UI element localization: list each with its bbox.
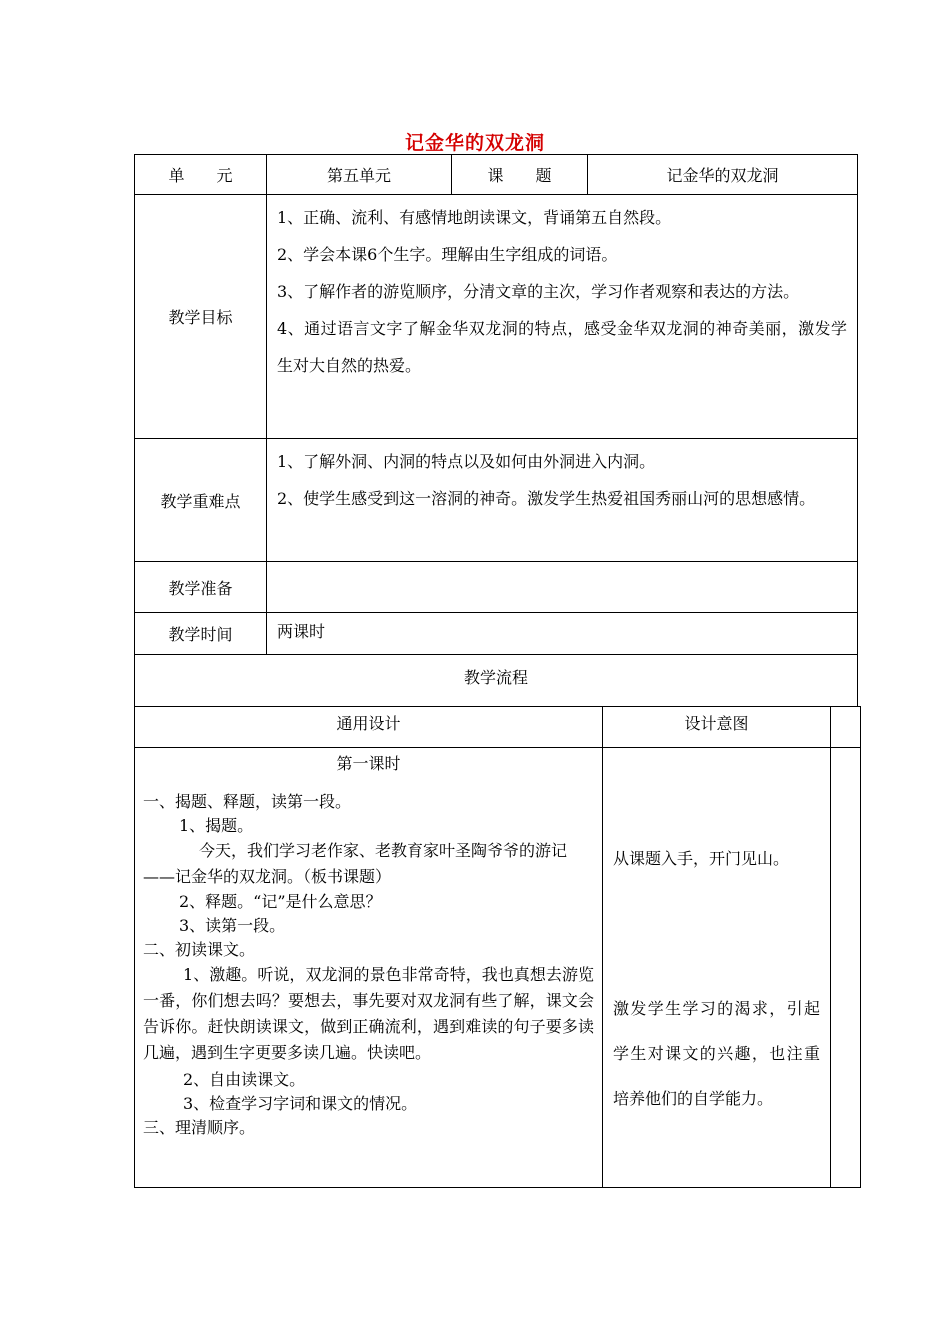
section-heading: 一、揭题、释题，读第一段。: [143, 792, 352, 811]
side-cell: [831, 748, 861, 1188]
step-item: 3、读第一段。: [179, 916, 286, 935]
step-item: 2、自由读课文。: [183, 1070, 306, 1089]
goals-content: [267, 195, 858, 439]
goal-item: 3、了解作者的游览顺序，分清文章的主次，学习作者观察和表达的方法。: [277, 282, 800, 301]
key-point-item: 1、了解外洞、内洞的特点以及如何由外洞进入内洞。: [277, 452, 656, 471]
step-text: 今天，我们学习老作家、老教育家叶圣陶爷爷的游记——记金华的双龙洞。（板书课题）: [143, 841, 568, 886]
key-points-label: 教学重难点: [135, 439, 267, 562]
key-points-content: [267, 439, 858, 562]
lesson-title: 第一课时: [336, 754, 401, 773]
goals-label: 教学目标: [135, 195, 267, 439]
key-point-item: 2、使学生感受到这一溶洞的神奇。激发学生热爱祖国秀丽山河的思想感情。: [277, 489, 816, 508]
unit-label: 单 元: [135, 155, 267, 195]
page-title: 记金华的双龙洞: [404, 132, 545, 154]
step-item: 3、检查学习字词和课文的情况。: [183, 1094, 418, 1113]
side-cell: [831, 707, 861, 748]
col-intent-header: 设计意图: [603, 707, 831, 748]
lesson-info-table: [134, 154, 858, 707]
teaching-flow-table: [134, 706, 861, 1188]
goal-item: 2、学会本课6个生字。理解由生字组成的词语。: [277, 245, 618, 264]
topic-label: 课 题: [452, 155, 588, 195]
time-label: 教学时间: [135, 613, 267, 655]
intent-content: [603, 748, 831, 1188]
unit-value: 第五单元: [267, 155, 452, 195]
goal-item: 4、通过语言文字了解金华双龙洞的特点，感受金华双龙洞的神奇美丽，激发学生对大自然的热爱。: [277, 319, 847, 375]
design-content: [135, 748, 603, 1188]
step-text: 1、激趣。听说，双龙洞的景色非常奇特，我也真想去游览一番，你们想去吗？要想去，事先要对双龙洞有些了解，课文会告诉你。赶快朗读课文，做到正确流利，遇到难读的句子要多读几遍，遇到生字更要多读几遍。快读吧。: [143, 965, 594, 1062]
prep-label: 教学准备: [135, 562, 267, 613]
intent-note: 从课题入手，开门见山。: [613, 849, 790, 868]
step-item: 1、揭题。: [179, 816, 254, 835]
goal-item: 1、正确、流利、有感情地朗读课文，背诵第五自然段。: [277, 208, 672, 227]
time-value: 两课时: [267, 613, 858, 655]
section-heading: 三、理清顺序。: [143, 1118, 256, 1137]
topic-value: 记金华的双龙洞: [588, 155, 858, 195]
intent-note: 激发学生学习的渴求，引起学生对课文的兴趣，也注重培养他们的自学能力。: [613, 999, 820, 1108]
section-heading: 二、初读课文。: [143, 940, 256, 959]
col-design-header: 通用设计: [135, 707, 603, 748]
prep-value: [267, 562, 858, 613]
flow-heading: 教学流程: [135, 655, 858, 707]
step-item: 2、释题。“记”是什么意思？: [179, 892, 382, 911]
